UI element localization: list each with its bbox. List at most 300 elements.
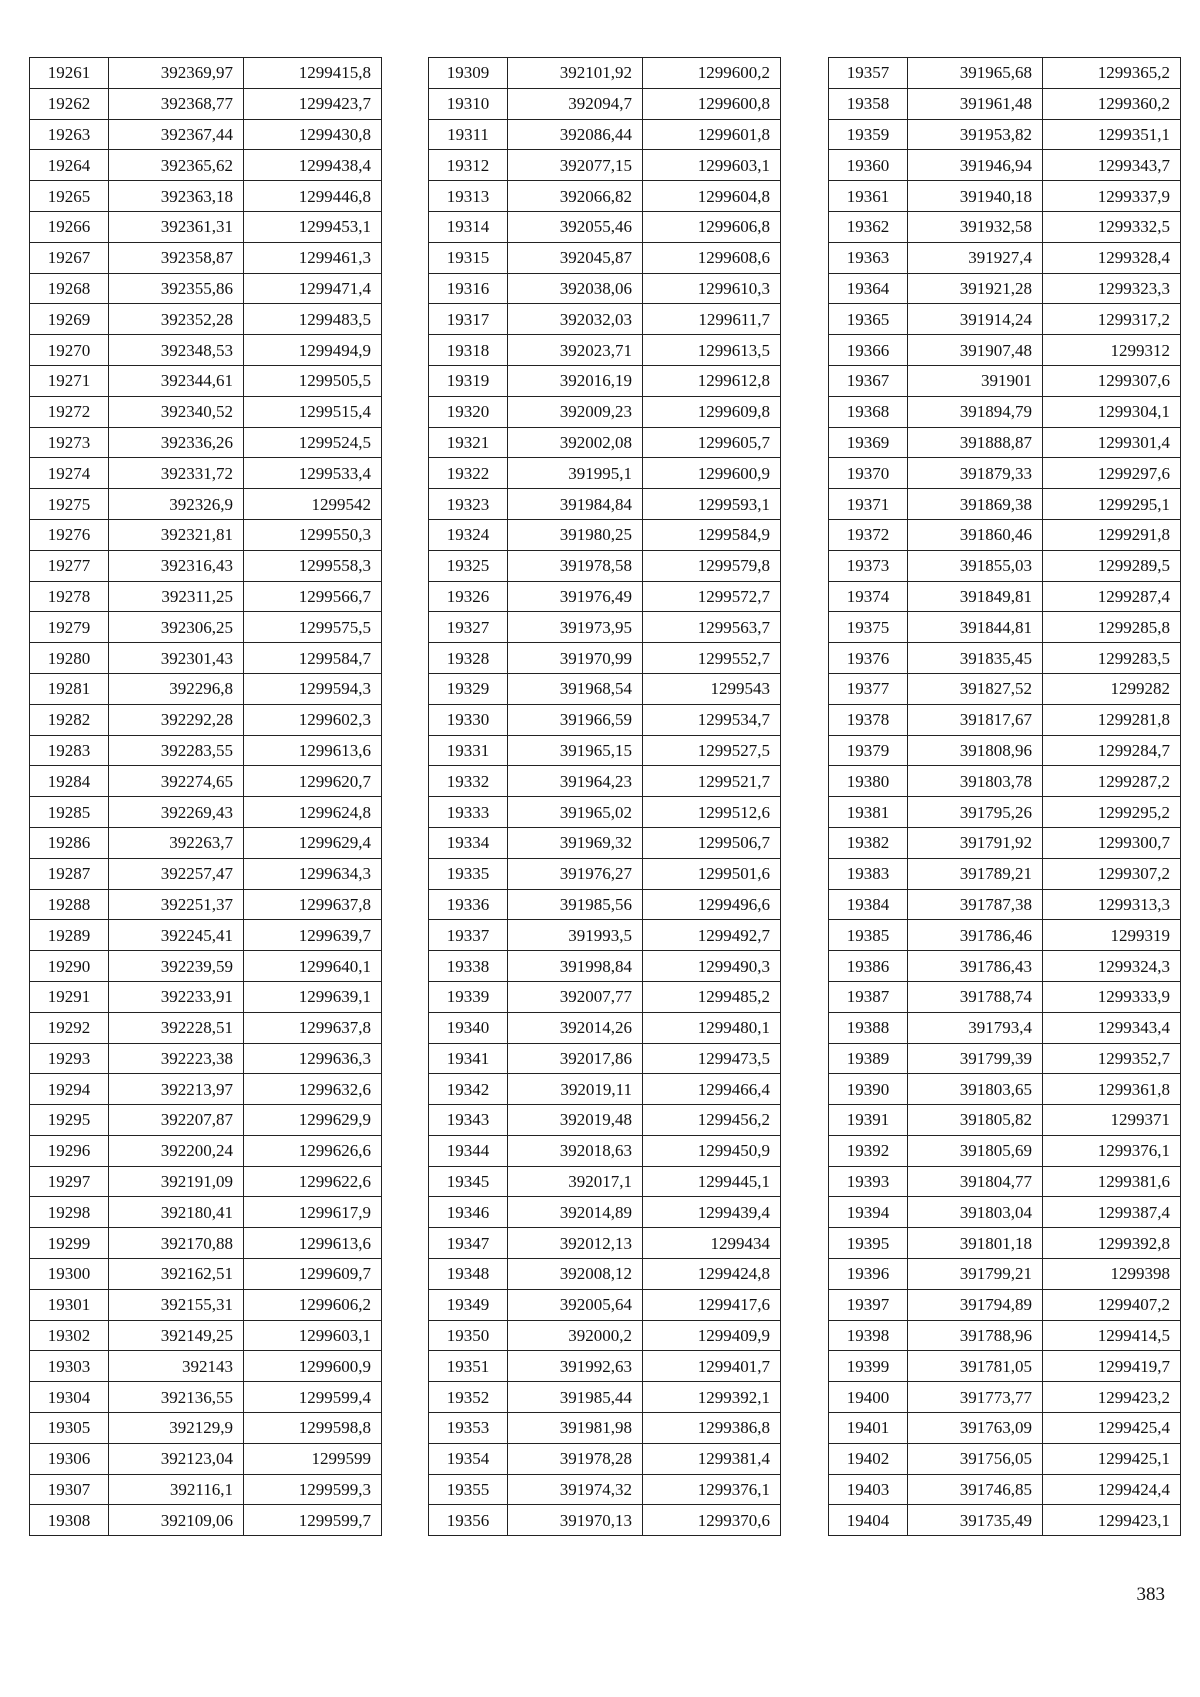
table-row xyxy=(30,211,382,242)
point-number-cell: 19343 xyxy=(429,1105,508,1136)
table-row xyxy=(429,88,781,119)
x-coordinate-cell: 391799,21 xyxy=(908,1259,1043,1290)
point-number-cell: 19315 xyxy=(429,242,508,273)
table-row xyxy=(30,1320,382,1351)
x-coordinate-cell: 392367,44 xyxy=(109,119,244,150)
table-row xyxy=(429,519,781,550)
point-number-cell: 19356 xyxy=(429,1505,508,1536)
table-row xyxy=(429,119,781,150)
x-coordinate-cell: 392251,37 xyxy=(109,889,244,920)
point-number-cell: 19358 xyxy=(829,88,908,119)
table-row xyxy=(429,827,781,858)
y-coordinate-cell: 1299600,9 xyxy=(244,1351,382,1382)
table-row xyxy=(829,1413,1181,1444)
point-number-cell: 19269 xyxy=(30,304,109,335)
x-coordinate-cell: 392016,19 xyxy=(508,365,643,396)
point-number-cell: 19320 xyxy=(429,396,508,427)
table-row xyxy=(429,673,781,704)
point-number-cell: 19306 xyxy=(30,1443,109,1474)
table-row xyxy=(829,519,1181,550)
table-row xyxy=(429,181,781,212)
y-coordinate-cell: 1299598,8 xyxy=(244,1413,382,1444)
y-coordinate-cell: 1299386,8 xyxy=(643,1413,781,1444)
y-coordinate-cell: 1299640,1 xyxy=(244,951,382,982)
y-coordinate-cell: 1299456,2 xyxy=(643,1105,781,1136)
x-coordinate-cell: 392283,55 xyxy=(109,735,244,766)
x-coordinate-cell: 391789,21 xyxy=(908,858,1043,889)
x-coordinate-cell: 392233,91 xyxy=(109,981,244,1012)
y-coordinate-cell: 1299282 xyxy=(1043,673,1181,704)
y-coordinate-cell: 1299558,3 xyxy=(244,550,382,581)
table-row xyxy=(829,489,1181,520)
table-row xyxy=(30,550,382,581)
x-coordinate-cell: 392207,87 xyxy=(109,1105,244,1136)
point-number-cell: 19283 xyxy=(30,735,109,766)
coordinate-table-2 xyxy=(428,57,781,1536)
y-coordinate-cell: 1299606,8 xyxy=(643,211,781,242)
point-number-cell: 19384 xyxy=(829,889,908,920)
table-row xyxy=(30,242,382,273)
x-coordinate-cell: 392014,89 xyxy=(508,1197,643,1228)
table-row xyxy=(429,1413,781,1444)
x-coordinate-cell: 391791,92 xyxy=(908,827,1043,858)
y-coordinate-cell: 1299439,4 xyxy=(643,1197,781,1228)
x-coordinate-cell: 392045,87 xyxy=(508,242,643,273)
x-coordinate-cell: 392292,28 xyxy=(109,704,244,735)
y-coordinate-cell: 1299632,6 xyxy=(244,1074,382,1105)
x-coordinate-cell: 392363,18 xyxy=(109,181,244,212)
x-coordinate-cell: 392336,26 xyxy=(109,427,244,458)
x-coordinate-cell: 392019,11 xyxy=(508,1074,643,1105)
y-coordinate-cell: 1299453,1 xyxy=(244,211,382,242)
y-coordinate-cell: 1299612,8 xyxy=(643,365,781,396)
x-coordinate-cell: 391894,79 xyxy=(908,396,1043,427)
table-row xyxy=(829,1166,1181,1197)
point-number-cell: 19392 xyxy=(829,1135,908,1166)
point-number-cell: 19285 xyxy=(30,797,109,828)
y-coordinate-cell: 1299629,9 xyxy=(244,1105,382,1136)
x-coordinate-cell: 392269,43 xyxy=(109,797,244,828)
point-number-cell: 19375 xyxy=(829,612,908,643)
y-coordinate-cell: 1299287,4 xyxy=(1043,581,1181,612)
y-coordinate-cell: 1299593,1 xyxy=(643,489,781,520)
point-number-cell: 19400 xyxy=(829,1382,908,1413)
y-coordinate-cell: 1299430,8 xyxy=(244,119,382,150)
point-number-cell: 19281 xyxy=(30,673,109,704)
y-coordinate-cell: 1299609,7 xyxy=(244,1259,382,1290)
point-number-cell: 19346 xyxy=(429,1197,508,1228)
y-coordinate-cell: 1299289,5 xyxy=(1043,550,1181,581)
table-row xyxy=(429,797,781,828)
x-coordinate-cell: 391946,94 xyxy=(908,150,1043,181)
point-number-cell: 19342 xyxy=(429,1074,508,1105)
point-number-cell: 19352 xyxy=(429,1382,508,1413)
point-number-cell: 19378 xyxy=(829,704,908,735)
y-coordinate-cell: 1299626,6 xyxy=(244,1135,382,1166)
x-coordinate-cell: 391966,59 xyxy=(508,704,643,735)
table-row xyxy=(429,335,781,366)
y-coordinate-cell: 1299333,9 xyxy=(1043,981,1181,1012)
table-row xyxy=(429,858,781,889)
table-row xyxy=(30,612,382,643)
x-coordinate-cell: 391901 xyxy=(908,365,1043,396)
x-coordinate-cell: 392116,1 xyxy=(109,1474,244,1505)
x-coordinate-cell: 392355,86 xyxy=(109,273,244,304)
x-coordinate-cell: 392365,62 xyxy=(109,150,244,181)
y-coordinate-cell: 1299398 xyxy=(1043,1259,1181,1290)
table-row xyxy=(829,211,1181,242)
point-number-cell: 19338 xyxy=(429,951,508,982)
y-coordinate-cell: 1299450,9 xyxy=(643,1135,781,1166)
point-number-cell: 19272 xyxy=(30,396,109,427)
y-coordinate-cell: 1299423,7 xyxy=(244,88,382,119)
x-coordinate-cell: 391827,52 xyxy=(908,673,1043,704)
table-row xyxy=(829,119,1181,150)
y-coordinate-cell: 1299543 xyxy=(643,673,781,704)
table-row xyxy=(30,1012,382,1043)
y-coordinate-cell: 1299524,5 xyxy=(244,427,382,458)
table-row xyxy=(429,1289,781,1320)
x-coordinate-cell: 392017,1 xyxy=(508,1166,643,1197)
point-number-cell: 19322 xyxy=(429,458,508,489)
table-row xyxy=(829,1074,1181,1105)
table-row xyxy=(30,119,382,150)
x-coordinate-cell: 391993,5 xyxy=(508,920,643,951)
table-row xyxy=(30,1135,382,1166)
point-number-cell: 19351 xyxy=(429,1351,508,1382)
table-row xyxy=(429,550,781,581)
point-number-cell: 19333 xyxy=(429,797,508,828)
x-coordinate-cell: 391970,13 xyxy=(508,1505,643,1536)
y-coordinate-cell: 1299521,7 xyxy=(643,766,781,797)
x-coordinate-cell: 392331,72 xyxy=(109,458,244,489)
table-row xyxy=(429,150,781,181)
y-coordinate-cell: 1299425,1 xyxy=(1043,1443,1181,1474)
table-row xyxy=(829,1012,1181,1043)
coordinate-table-3 xyxy=(828,57,1181,1536)
x-coordinate-cell: 391803,78 xyxy=(908,766,1043,797)
y-coordinate-cell: 1299313,3 xyxy=(1043,889,1181,920)
table-row xyxy=(829,704,1181,735)
point-number-cell: 19308 xyxy=(30,1505,109,1536)
y-coordinate-cell: 1299584,7 xyxy=(244,643,382,674)
x-coordinate-cell: 392306,25 xyxy=(109,612,244,643)
x-coordinate-cell: 392340,52 xyxy=(109,396,244,427)
point-number-cell: 19265 xyxy=(30,181,109,212)
table-row xyxy=(829,242,1181,273)
y-coordinate-cell: 1299446,8 xyxy=(244,181,382,212)
point-number-cell: 19310 xyxy=(429,88,508,119)
x-coordinate-cell: 392014,26 xyxy=(508,1012,643,1043)
y-coordinate-cell: 1299284,7 xyxy=(1043,735,1181,766)
point-number-cell: 19327 xyxy=(429,612,508,643)
x-coordinate-cell: 392368,77 xyxy=(109,88,244,119)
table-row xyxy=(829,673,1181,704)
table-row xyxy=(429,1443,781,1474)
point-number-cell: 19344 xyxy=(429,1135,508,1166)
y-coordinate-cell: 1299634,3 xyxy=(244,858,382,889)
table-row xyxy=(829,1320,1181,1351)
table-row xyxy=(429,889,781,920)
x-coordinate-cell: 392352,28 xyxy=(109,304,244,335)
x-coordinate-cell: 392009,23 xyxy=(508,396,643,427)
point-number-cell: 19349 xyxy=(429,1289,508,1320)
x-coordinate-cell: 391795,26 xyxy=(908,797,1043,828)
point-number-cell: 19386 xyxy=(829,951,908,982)
point-number-cell: 19396 xyxy=(829,1259,908,1290)
x-coordinate-cell: 392129,9 xyxy=(109,1413,244,1444)
table-row xyxy=(829,643,1181,674)
x-coordinate-cell: 392018,63 xyxy=(508,1135,643,1166)
y-coordinate-cell: 1299603,1 xyxy=(244,1320,382,1351)
y-coordinate-cell: 1299622,6 xyxy=(244,1166,382,1197)
y-coordinate-cell: 1299599 xyxy=(244,1443,382,1474)
x-coordinate-cell: 391907,48 xyxy=(908,335,1043,366)
x-coordinate-cell: 392066,82 xyxy=(508,181,643,212)
x-coordinate-cell: 391869,38 xyxy=(908,489,1043,520)
y-coordinate-cell: 1299376,1 xyxy=(643,1474,781,1505)
y-coordinate-cell: 1299550,3 xyxy=(244,519,382,550)
point-number-cell: 19371 xyxy=(829,489,908,520)
table-row xyxy=(429,242,781,273)
x-coordinate-cell: 391914,24 xyxy=(908,304,1043,335)
x-coordinate-cell: 392008,12 xyxy=(508,1259,643,1290)
table-row xyxy=(829,581,1181,612)
table-row xyxy=(30,1413,382,1444)
x-coordinate-cell: 392311,25 xyxy=(109,581,244,612)
x-coordinate-cell: 391981,98 xyxy=(508,1413,643,1444)
y-coordinate-cell: 1299600,9 xyxy=(643,458,781,489)
table-row xyxy=(829,1228,1181,1259)
point-number-cell: 19369 xyxy=(829,427,908,458)
x-coordinate-cell: 392223,38 xyxy=(109,1043,244,1074)
x-coordinate-cell: 391984,84 xyxy=(508,489,643,520)
x-coordinate-cell: 391805,69 xyxy=(908,1135,1043,1166)
x-coordinate-cell: 391860,46 xyxy=(908,519,1043,550)
x-coordinate-cell: 391998,84 xyxy=(508,951,643,982)
table-row xyxy=(30,889,382,920)
point-number-cell: 19297 xyxy=(30,1166,109,1197)
table-row xyxy=(429,612,781,643)
table-row xyxy=(829,612,1181,643)
x-coordinate-cell: 391794,89 xyxy=(908,1289,1043,1320)
x-coordinate-cell: 391927,4 xyxy=(908,242,1043,273)
x-coordinate-cell: 391786,43 xyxy=(908,951,1043,982)
y-coordinate-cell: 1299637,8 xyxy=(244,1012,382,1043)
x-coordinate-cell: 392109,06 xyxy=(109,1505,244,1536)
x-coordinate-cell: 392101,92 xyxy=(508,58,643,89)
point-number-cell: 19380 xyxy=(829,766,908,797)
y-coordinate-cell: 1299613,5 xyxy=(643,335,781,366)
x-coordinate-cell: 391799,39 xyxy=(908,1043,1043,1074)
y-coordinate-cell: 1299319 xyxy=(1043,920,1181,951)
y-coordinate-cell: 1299415,8 xyxy=(244,58,382,89)
y-coordinate-cell: 1299542 xyxy=(244,489,382,520)
x-coordinate-cell: 392077,15 xyxy=(508,150,643,181)
table-row xyxy=(429,766,781,797)
y-coordinate-cell: 1299534,7 xyxy=(643,704,781,735)
y-coordinate-cell: 1299600,2 xyxy=(643,58,781,89)
table-row xyxy=(30,951,382,982)
y-coordinate-cell: 1299376,1 xyxy=(1043,1135,1181,1166)
table-row xyxy=(30,489,382,520)
point-number-cell: 19336 xyxy=(429,889,508,920)
x-coordinate-cell: 391980,25 xyxy=(508,519,643,550)
y-coordinate-cell: 1299606,2 xyxy=(244,1289,382,1320)
x-coordinate-cell: 392301,43 xyxy=(109,643,244,674)
page-number: 383 xyxy=(1136,1584,1165,1605)
table-row xyxy=(30,766,382,797)
point-number-cell: 19373 xyxy=(829,550,908,581)
y-coordinate-cell: 1299283,5 xyxy=(1043,643,1181,674)
x-coordinate-cell: 392012,13 xyxy=(508,1228,643,1259)
table-row xyxy=(30,673,382,704)
table-row xyxy=(429,1012,781,1043)
y-coordinate-cell: 1299533,4 xyxy=(244,458,382,489)
x-coordinate-cell: 392155,31 xyxy=(109,1289,244,1320)
point-number-cell: 19403 xyxy=(829,1474,908,1505)
point-number-cell: 19273 xyxy=(30,427,109,458)
x-coordinate-cell: 391781,05 xyxy=(908,1351,1043,1382)
x-coordinate-cell: 391801,18 xyxy=(908,1228,1043,1259)
point-number-cell: 19367 xyxy=(829,365,908,396)
table-row xyxy=(30,1351,382,1382)
point-number-cell: 19395 xyxy=(829,1228,908,1259)
y-coordinate-cell: 1299300,7 xyxy=(1043,827,1181,858)
point-number-cell: 19393 xyxy=(829,1166,908,1197)
y-coordinate-cell: 1299609,8 xyxy=(643,396,781,427)
y-coordinate-cell: 1299312 xyxy=(1043,335,1181,366)
x-coordinate-cell: 391803,65 xyxy=(908,1074,1043,1105)
x-coordinate-cell: 392296,8 xyxy=(109,673,244,704)
table-row xyxy=(829,1505,1181,1536)
y-coordinate-cell: 1299512,6 xyxy=(643,797,781,828)
point-number-cell: 19287 xyxy=(30,858,109,889)
point-number-cell: 19332 xyxy=(429,766,508,797)
point-number-cell: 19305 xyxy=(30,1413,109,1444)
point-number-cell: 19377 xyxy=(829,673,908,704)
point-number-cell: 19374 xyxy=(829,581,908,612)
table-row xyxy=(30,1074,382,1105)
table-row xyxy=(829,1043,1181,1074)
point-number-cell: 19304 xyxy=(30,1382,109,1413)
point-number-cell: 19402 xyxy=(829,1443,908,1474)
y-coordinate-cell: 1299480,1 xyxy=(643,1012,781,1043)
point-number-cell: 19303 xyxy=(30,1351,109,1382)
table-row xyxy=(429,396,781,427)
y-coordinate-cell: 1299365,2 xyxy=(1043,58,1181,89)
point-number-cell: 19270 xyxy=(30,335,109,366)
y-coordinate-cell: 1299323,3 xyxy=(1043,273,1181,304)
point-number-cell: 19330 xyxy=(429,704,508,735)
x-coordinate-cell: 392123,04 xyxy=(109,1443,244,1474)
y-coordinate-cell: 1299563,7 xyxy=(643,612,781,643)
x-coordinate-cell: 391964,23 xyxy=(508,766,643,797)
table-row xyxy=(429,1135,781,1166)
y-coordinate-cell: 1299445,1 xyxy=(643,1166,781,1197)
point-number-cell: 19362 xyxy=(829,211,908,242)
x-coordinate-cell: 391969,32 xyxy=(508,827,643,858)
y-coordinate-cell: 1299466,4 xyxy=(643,1074,781,1105)
table-row xyxy=(429,643,781,674)
y-coordinate-cell: 1299425,4 xyxy=(1043,1413,1181,1444)
x-coordinate-cell: 391735,49 xyxy=(908,1505,1043,1536)
point-number-cell: 19404 xyxy=(829,1505,908,1536)
x-coordinate-cell: 392369,97 xyxy=(109,58,244,89)
y-coordinate-cell: 1299423,2 xyxy=(1043,1382,1181,1413)
x-coordinate-cell: 391855,03 xyxy=(908,550,1043,581)
table-row xyxy=(429,1474,781,1505)
x-coordinate-cell: 392094,7 xyxy=(508,88,643,119)
point-number-cell: 19382 xyxy=(829,827,908,858)
point-number-cell: 19318 xyxy=(429,335,508,366)
table-row xyxy=(829,889,1181,920)
table-row xyxy=(30,58,382,89)
point-number-cell: 19261 xyxy=(30,58,109,89)
x-coordinate-cell: 391803,04 xyxy=(908,1197,1043,1228)
y-coordinate-cell: 1299414,5 xyxy=(1043,1320,1181,1351)
table-row xyxy=(429,458,781,489)
table-row xyxy=(429,981,781,1012)
point-number-cell: 19323 xyxy=(429,489,508,520)
x-coordinate-cell: 392228,51 xyxy=(109,1012,244,1043)
x-coordinate-cell: 392316,43 xyxy=(109,550,244,581)
point-number-cell: 19353 xyxy=(429,1413,508,1444)
table-row xyxy=(829,1197,1181,1228)
point-number-cell: 19381 xyxy=(829,797,908,828)
table-row xyxy=(30,1228,382,1259)
point-number-cell: 19319 xyxy=(429,365,508,396)
table-row xyxy=(30,458,382,489)
x-coordinate-cell: 391961,48 xyxy=(908,88,1043,119)
point-number-cell: 19379 xyxy=(829,735,908,766)
point-number-cell: 19388 xyxy=(829,1012,908,1043)
table-row xyxy=(429,273,781,304)
y-coordinate-cell: 1299351,1 xyxy=(1043,119,1181,150)
point-number-cell: 19376 xyxy=(829,643,908,674)
table-row xyxy=(30,1505,382,1536)
x-coordinate-cell: 392361,31 xyxy=(109,211,244,242)
y-coordinate-cell: 1299285,8 xyxy=(1043,612,1181,643)
x-coordinate-cell: 392263,7 xyxy=(109,827,244,858)
y-coordinate-cell: 1299409,9 xyxy=(643,1320,781,1351)
x-coordinate-cell: 391976,49 xyxy=(508,581,643,612)
point-number-cell: 19294 xyxy=(30,1074,109,1105)
x-coordinate-cell: 391973,95 xyxy=(508,612,643,643)
table-row xyxy=(30,88,382,119)
y-coordinate-cell: 1299360,2 xyxy=(1043,88,1181,119)
table-row xyxy=(829,550,1181,581)
point-number-cell: 19385 xyxy=(829,920,908,951)
point-number-cell: 19264 xyxy=(30,150,109,181)
y-coordinate-cell: 1299337,9 xyxy=(1043,181,1181,212)
table-row xyxy=(30,704,382,735)
table-row xyxy=(829,396,1181,427)
point-number-cell: 19324 xyxy=(429,519,508,550)
point-number-cell: 19291 xyxy=(30,981,109,1012)
x-coordinate-cell: 392017,86 xyxy=(508,1043,643,1074)
x-coordinate-cell: 392023,71 xyxy=(508,335,643,366)
table-row xyxy=(829,951,1181,982)
y-coordinate-cell: 1299417,6 xyxy=(643,1289,781,1320)
x-coordinate-cell: 391965,68 xyxy=(908,58,1043,89)
table-row xyxy=(30,858,382,889)
table-row xyxy=(30,1166,382,1197)
y-coordinate-cell: 1299328,4 xyxy=(1043,242,1181,273)
point-number-cell: 19335 xyxy=(429,858,508,889)
point-number-cell: 19368 xyxy=(829,396,908,427)
point-number-cell: 19274 xyxy=(30,458,109,489)
